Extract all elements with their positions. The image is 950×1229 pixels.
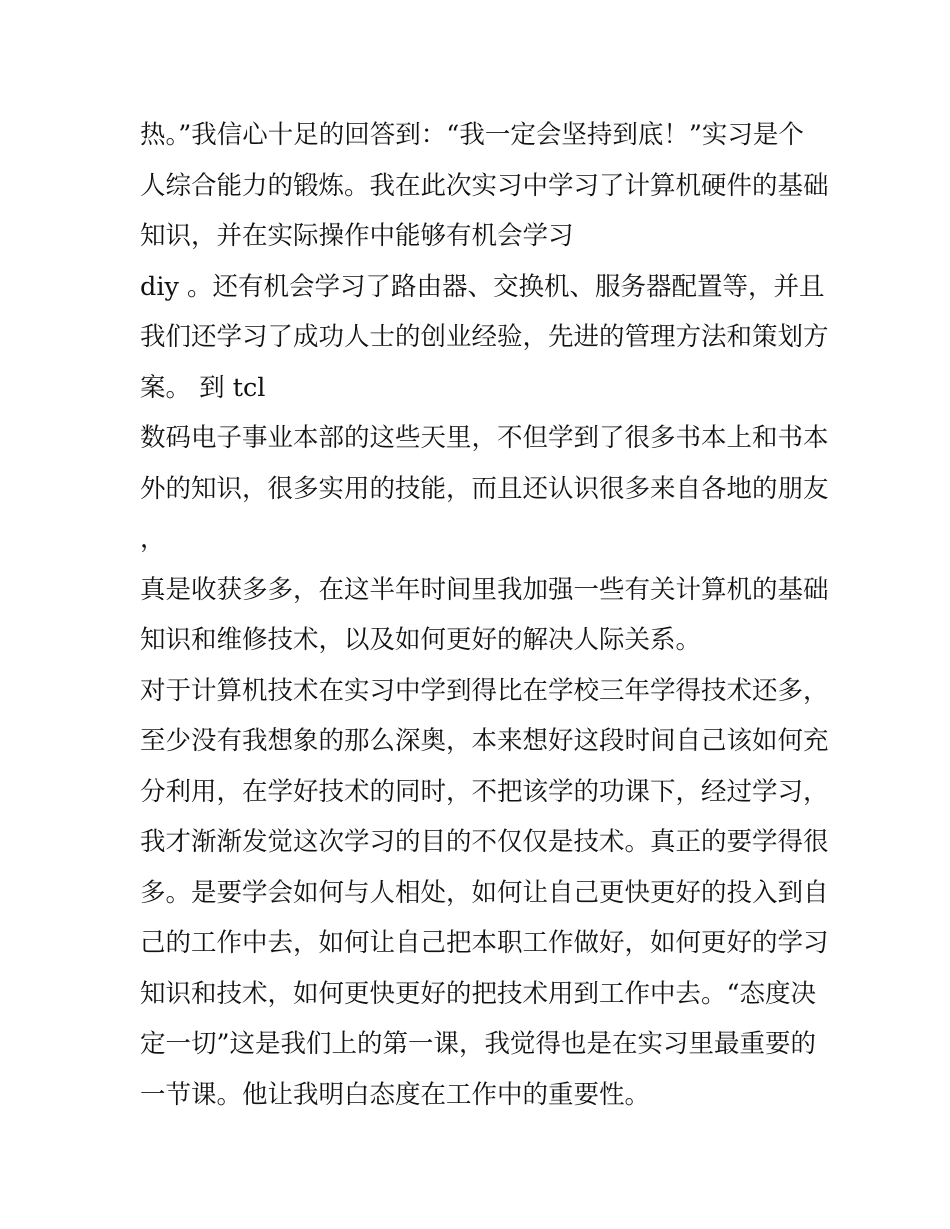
text-line: 己的工作中去，如何让自己把本职工作做好，如何更好的学习 xyxy=(140,928,829,958)
text-line: 多。是要学会如何与人相处，如何让自己更快更好的投入到自 xyxy=(140,877,829,908)
text-line: 分利用，在学好技术的同时，不把该学的功课下，经过学习， xyxy=(140,776,829,807)
text-line: 定一切”这是我们上的第一课，我觉得也是在实习里最重要的 xyxy=(140,1029,817,1059)
text-line: 真是收获多多，在这半年时间里我加强一些有关计算机的基础 xyxy=(140,574,829,605)
text-line: 知识和维修技术，以及如何更好的解决人际关系。 xyxy=(140,625,702,655)
text-line: diy 。还有机会学习了路由器、交换机、服务器配置等，并且 xyxy=(140,271,825,302)
text-line: 至少没有我想象的那么深奥，本来想好这段时间自己该如何充 xyxy=(140,726,829,756)
text-line: 外的知识，很多实用的技能，而且还认识很多来自各地的朋友 xyxy=(140,473,829,504)
text-line: 数码电子事业本部的这些天里，不但学到了很多书本上和书本 xyxy=(140,423,829,453)
text-line: 我才渐渐发觉这次学习的目的不仅仅是技术。真正的要学得很 xyxy=(140,827,829,857)
text-line: 一节课。他让我明白态度在工作中的重要性。 xyxy=(140,1079,651,1110)
text-line: 知识和技术，如何更快更好的把技术用到工作中去。“态度决 xyxy=(140,978,817,1009)
text-line: 知识，并在实际操作中能够有机会学习 xyxy=(140,221,574,251)
text-line: 我们还学习了成功人士的创业经验，先进的管理方法和策划方 xyxy=(140,322,829,352)
text-line: 案。 到 tcl xyxy=(140,372,266,403)
text-line: 热。”我信心十足的回答到：“我一定会坚持到底！”实习是个 xyxy=(140,120,804,150)
text-line: ， xyxy=(140,524,166,554)
body-text xyxy=(140,110,830,1120)
text-line: 人综合能力的锻炼。我在此次实习中学习了计算机硬件的基础 xyxy=(140,170,829,201)
text-line: 对于计算机技术在实习中学到得比在学校三年学得技术还多， xyxy=(140,675,829,706)
